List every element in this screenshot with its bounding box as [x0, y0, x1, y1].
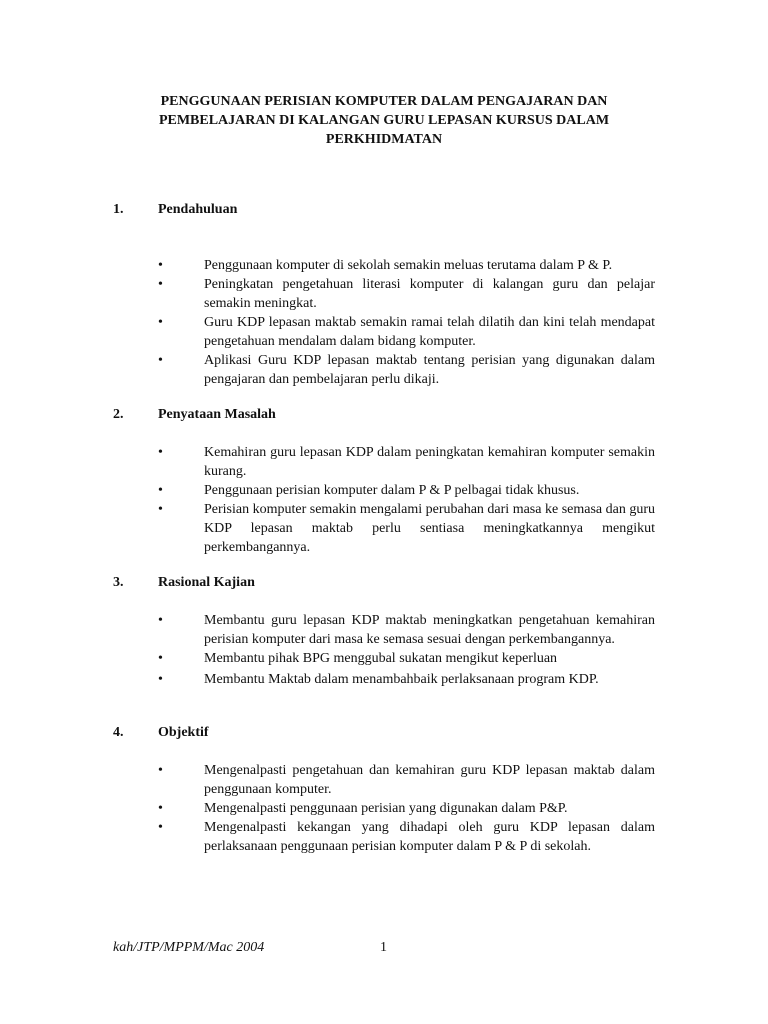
page-number: 1: [380, 940, 387, 955]
list-item: • Mengenalpasti pengetahuan dan kemahiran guru KDP lepasan maktab dalam penggunaan komputer.: [158, 763, 655, 797]
footer-reference: kah/JTP/MPPM/Mac 2004: [113, 940, 265, 955]
bullet-icon: •: [158, 502, 163, 517]
title-line-1: PENGGUNAAN PERISIAN KOMPUTER DALAM PENGAJARAN DAN: [160, 94, 608, 109]
section-title: Penyataan Masalah: [158, 407, 276, 422]
bullet-icon: •: [158, 315, 163, 330]
bullet-icon: •: [158, 353, 163, 368]
bullet-icon: •: [158, 801, 163, 816]
list-item: • Perisian komputer semakin mengalami perubahan dari masa ke semasa dan guru KDP lepasan maktab perlu sentiasa meningkatkannya mengikut perkembangannya.: [158, 502, 655, 555]
list-item: • Aplikasi Guru KDP lepasan maktab tentang perisian yang digunakan dalam pengajaran dan pembelajaran perlu dikaji.: [158, 353, 655, 387]
list-item: • Kemahiran guru lepasan KDP dalam peningkatan kemahiran komputer semakin kurang.: [158, 445, 655, 479]
bullet-icon: •: [158, 672, 163, 687]
bullet-icon: •: [158, 445, 163, 460]
section-number: 3.: [113, 575, 124, 590]
section-number: 1.: [113, 202, 124, 217]
section-bullets-objektif: [158, 761, 655, 856]
list-item: • Mengenalpasti penggunaan perisian yang digunakan dalam P&P.: [158, 801, 568, 816]
bullet-icon: •: [158, 820, 163, 835]
list-item: • Penggunaan perisian komputer dalam P & P pelbagai tidak khusus.: [158, 483, 580, 498]
section-number: 4.: [113, 725, 124, 740]
section-bullets-rasional-kajian: [158, 611, 655, 689]
title-line-3: PERKHIDMATAN: [325, 132, 443, 147]
list-item: • Penggunaan komputer di sekolah semakin meluas terutama dalam P & P.: [158, 258, 613, 273]
bullet-icon: •: [158, 277, 163, 292]
section-bullets-pendahuluan: [158, 256, 655, 389]
list-item: • Membantu guru lepasan KDP maktab meningkatkan pengetahuan kemahiran perisian komputer dari masa ke semasa sesuai dengan perkembangannya.: [158, 613, 655, 647]
list-item: • Membantu pihak BPG menggubal sukatan mengikut keperluan: [158, 651, 558, 666]
title-line-2: PEMBELAJARAN DI KALANGAN GURU LEPASAN KURSUS DALAM: [158, 113, 610, 128]
bullet-icon: •: [158, 483, 163, 498]
section-title: Rasional Kajian: [158, 575, 255, 590]
section-bullets-penyataan-masalah: [158, 443, 655, 557]
bullet-icon: •: [158, 651, 163, 666]
list-item: • Mengenalpasti kekangan yang dihadapi oleh guru KDP lepasan dalam perlaksanaan penggunaan perisian komputer dalam P & P di sekolah.: [158, 820, 655, 854]
section-title: Objektif: [158, 725, 209, 740]
list-item: • Peningkatan pengetahuan literasi komputer di kalangan guru dan pelajar semakin meningkat.: [158, 277, 655, 311]
list-item: • Membantu Maktab dalam menambahbaik perlaksanaan program KDP.: [158, 672, 599, 687]
document-title: [120, 92, 648, 149]
bullet-icon: •: [158, 613, 163, 628]
section-number: 2.: [113, 407, 124, 422]
list-item: • Guru KDP lepasan maktab semakin ramai telah dilatih dan kini telah mendapat pengetahuan mendalam dalam bidang komputer.: [158, 315, 655, 349]
bullet-icon: •: [158, 258, 163, 273]
section-title: Pendahuluan: [158, 202, 238, 217]
bullet-icon: •: [158, 763, 163, 778]
